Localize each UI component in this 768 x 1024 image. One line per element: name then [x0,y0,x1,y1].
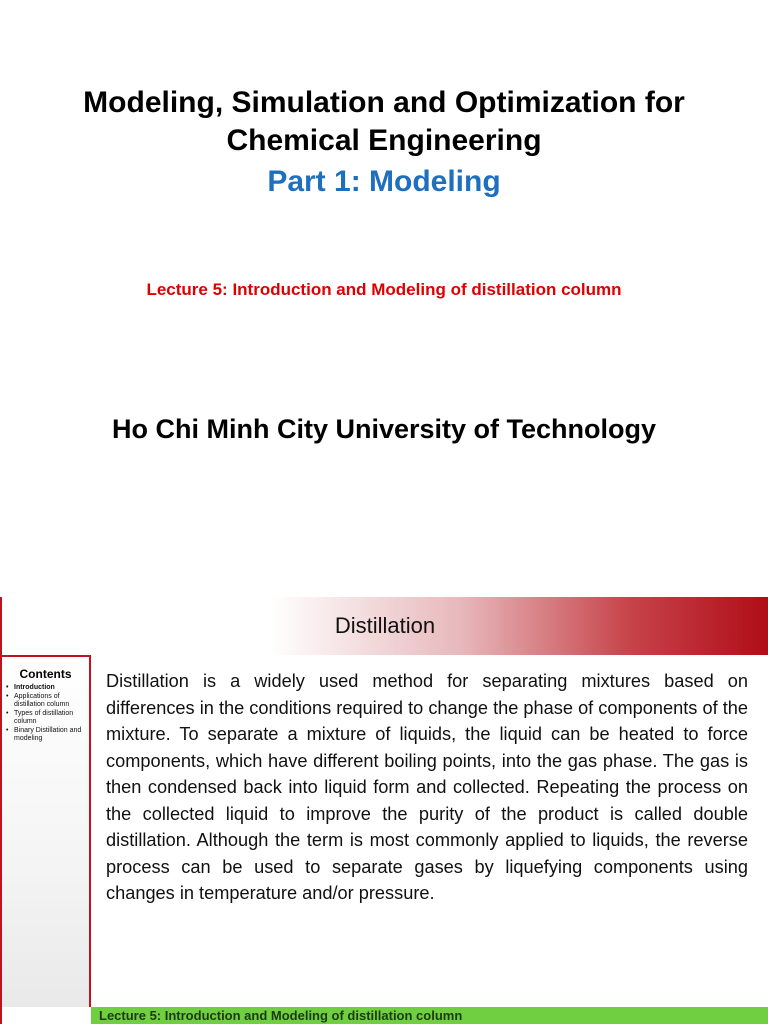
distillation-body-text: Distillation is a widely used method for separating mixtures based on differences in the conditions required to change the phase of components of the mixture. To separate a mixture of liquids, the liquid can be heated to force components, which have different boiling points, into the gas phase. The gas is then condensed back into liquid form and collected. Repeating the process on the collected liquid to improve the purity of the product is called double distillation. Although the term is most commonly applied to liquids, the reverse process can be used to separate gases by liquefying components using changes in temperature and/or pressure. [106,671,748,903]
title-slide-heading [0,84,768,160]
title-line-2: Chemical Engineering [226,124,542,157]
university-name: Ho Chi Minh City University of Technology [111,414,657,444]
lecture-title: Lecture 5: Introduction and Modeling of distillation column [146,280,622,299]
contents-sidebar [2,655,91,1007]
slide-footer-text: Lecture 5: Introduction and Modeling of distillation column [99,1008,463,1023]
contents-item-binary-distillation: • Binary Distillation and modeling [6,727,88,744]
title-line-1: Modeling, Simulation and Optimization for [83,86,685,119]
distillation-slide [0,597,768,1024]
contents-item-applications: • Applications of distillation column [6,693,88,710]
slide-header-title: Distillation [334,613,436,638]
contents-item-types: • Types of distillation column [6,710,88,727]
slide-footer-bar [91,1007,768,1024]
part-subtitle: Part 1: Modeling [267,165,501,198]
contents-item-introduction: • Introduction [6,684,88,693]
slide-header-bar [2,597,768,655]
contents-title: Contents [19,667,72,681]
contents-list [6,684,88,744]
